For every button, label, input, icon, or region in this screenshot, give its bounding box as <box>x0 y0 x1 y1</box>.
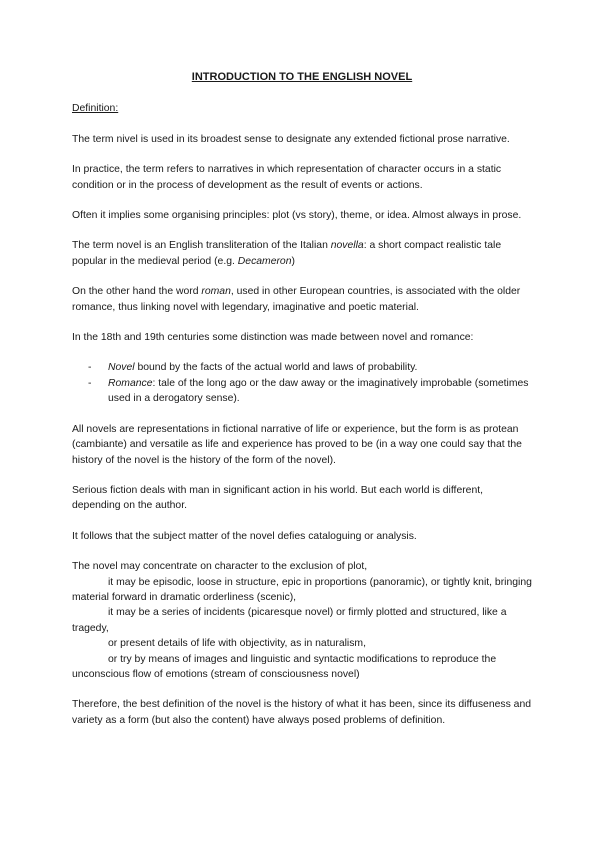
paragraph-11: Therefore, the best definition of the novel is the history of what it has been, since its diffuseness and variety as a form (but also the content) have always posed problems of definition. <box>72 699 531 726</box>
list-item-term: Romance <box>108 377 153 389</box>
dash-bullet: - <box>88 362 92 374</box>
paragraph-10-line-3: it may be a series of incidents (picaresque novel) or firmly plotted and structured, like a tragedy, <box>72 607 507 634</box>
paragraph-4-text-b: : a short compact realistic tale popular in the medieval period (e.g. <box>72 240 502 267</box>
dash-bullet: - <box>88 377 92 389</box>
paragraph-4-italic-decameron: Decameron <box>237 255 292 267</box>
paragraph-10-line-2: it may be episodic, loose in structure, epic in proportions (panoramic), or tightly knit, bringing material forward in dramatic orderliness (scenic), <box>72 576 532 603</box>
list-item-text: : tale of the long ago or the daw away or the imaginatively improbable (sometimes used in a derogatory sense). <box>108 377 529 405</box>
paragraph-1: The term nivel is used in its broadest sense to designate any extended fictional prose narrative. <box>72 133 510 145</box>
paragraph-10-line-4: or present details of life with objectivity, as in naturalism, <box>108 638 366 650</box>
paragraph-5-text-b: , used in other European countries, is associated with the older romance, thus linking novel with legendary, imaginative and poetic material. <box>72 286 521 313</box>
paragraph-6-intro: In the 18th and 19th centuries some distinction was made between novel and romance: <box>72 332 474 344</box>
paragraph-4-italic-novella: novella <box>330 240 364 252</box>
paragraph-3: Often it implies some organising principles: plot (vs story), theme, or idea. Almost always in prose. <box>72 210 522 222</box>
paragraph-8: Serious fiction deals with man in significant action in his world. But each world is different, depending on the author. <box>72 484 484 512</box>
paragraph-4-text-a: The term novel is an English transliteration of the Italian <box>72 240 331 252</box>
novel-romance-list <box>72 360 532 406</box>
paragraph-2: In practice, the term refers to narratives in which representation of character occurs in a static condition or in the process of development as the result of events or actions. <box>72 164 502 191</box>
list-item-text: bound by the facts of the actual world and laws of probability. <box>134 362 418 374</box>
paragraph-9: It follows that the subject matter of the novel defies cataloguing or analysis. <box>72 530 417 542</box>
page-title: INTRODUCTION TO THE ENGLISH NOVEL <box>191 71 413 83</box>
paragraph-10 <box>72 559 532 682</box>
paragraph-5 <box>72 284 532 315</box>
paragraph-10-line-5: or try by means of images and linguistic and syntactic modifications to reproduce the unconscious flow of emotions (stream of consciousness novel) <box>72 653 497 680</box>
paragraph-4-text-c: ) <box>291 255 295 267</box>
list-item-term: Novel <box>108 362 135 374</box>
document-page <box>72 70 532 743</box>
paragraph-10-line-1: The novel may concentrate on character to the exclusion of plot, <box>72 561 368 573</box>
paragraph-6 <box>72 330 532 345</box>
paragraph-7: All novels are representations in fictional narrative of life or experience, but the form is as protean (cambiante) and versatile as life and experience has proved to be (in a way one could say that the history of the novel is the history of the form of the novel). <box>72 423 522 466</box>
paragraph-5-text-a: On the other hand the word <box>72 286 202 298</box>
list-item <box>72 376 532 407</box>
definition-heading: Definition: <box>72 103 119 115</box>
list-item <box>72 360 532 375</box>
paragraph-5-italic-roman: roman <box>201 286 231 298</box>
paragraph-4 <box>72 238 532 269</box>
